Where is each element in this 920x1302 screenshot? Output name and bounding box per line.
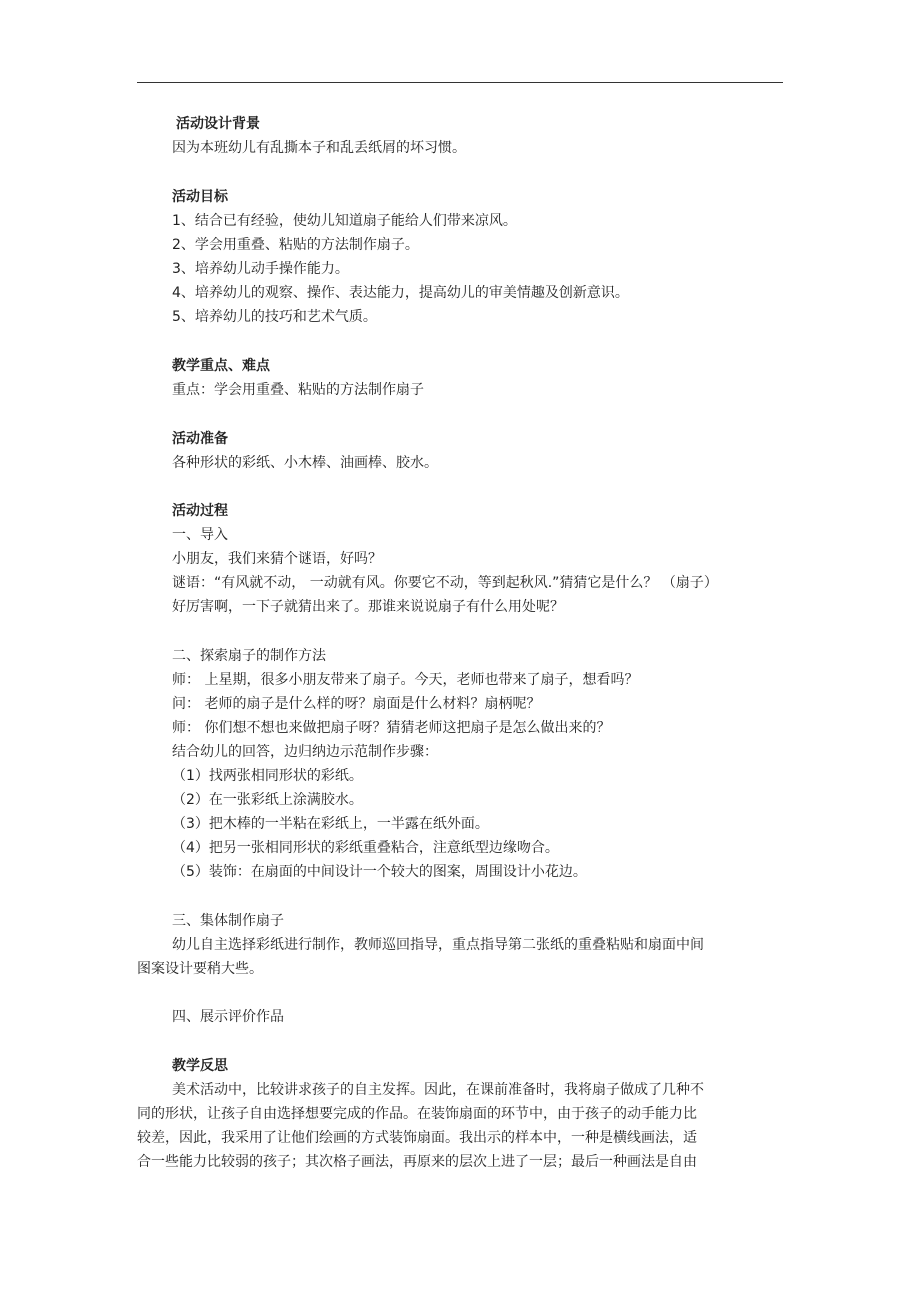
heading-reflection: 教学反思 <box>172 1058 228 1074</box>
goal-item: 5、培养幼儿的技巧和艺术气质。 <box>172 309 377 325</box>
prep-text: 各种形状的彩纸、小木棒、油画棒、胶水。 <box>172 455 438 471</box>
process-part1-line: 好厉害啊，一下子就猜出来了。那谁来说说扇子有什么用处呢？ <box>172 599 564 615</box>
reflection-line: 同的形状，让孩子自由选择想要完成的作品。在装饰扇面的环节中，由于孩子的动手能力比 <box>137 1106 697 1122</box>
reflection-line: 美术活动中，比较讲求孩子的自主发挥。因此，在课前准备时，我将扇子做成了几种不 <box>172 1082 704 1098</box>
process-part3-line: 图案设计要稍大些。 <box>137 961 263 977</box>
process-step: （5）装饰：在扇面的中间设计一个较大的图案，周围设计小花边。 <box>172 864 587 880</box>
process-part4-title: 四、展示评价作品 <box>172 1009 284 1025</box>
goal-item: 4、培养幼儿的观察、操作、表达能力，提高幼儿的审美情趣及创新意识。 <box>172 285 629 301</box>
process-part2-line: 问： 老师的扇子是什么样的呀？扇面是什么材料？扇柄呢？ <box>172 696 541 712</box>
heading-background: 活动设计背景 <box>176 116 260 132</box>
keypoints-text: 重点：学会用重叠、粘贴的方法制作扇子 <box>172 382 424 398</box>
process-part2-title: 二、探索扇子的制作方法 <box>172 648 326 664</box>
goal-item: 1、结合已有经验，使幼儿知道扇子能给人们带来凉风。 <box>172 213 517 229</box>
reflection-line: 较差，因此，我采用了让他们绘画的方式装饰扇面。我出示的样本中，一种是横线画法，适 <box>137 1130 697 1146</box>
heading-goals: 活动目标 <box>172 189 228 205</box>
process-step: （2）在一张彩纸上涂满胶水。 <box>172 792 363 808</box>
heading-keypoints: 教学重点、难点 <box>172 358 270 374</box>
process-part1-title: 一、导入 <box>172 527 228 543</box>
process-part2-line: 结合幼儿的回答，边归纳边示范制作步骤： <box>172 744 438 760</box>
process-part1-line: 谜语：“有风就不动， 一动就有风。你要它不动，等到起秋风.”猜猜它是什么？ （扇子） <box>172 575 718 591</box>
reflection-line: 合一些能力比较弱的孩子；其次格子画法，再原来的层次上进了一层；最后一种画法是自由 <box>137 1154 697 1170</box>
heading-process: 活动过程 <box>172 503 228 519</box>
process-part2-line: 师： 上星期，很多小朋友带来了扇子。今天，老师也带来了扇子，想看吗？ <box>172 672 639 688</box>
process-step: （3）把木棒的一半粘在彩纸上，一半露在纸外面。 <box>172 816 489 832</box>
header-rule <box>137 82 783 83</box>
goal-item: 2、学会用重叠、粘贴的方法制作扇子。 <box>172 237 419 253</box>
process-part1-line: 小朋友，我们来猜个谜语，好吗？ <box>172 551 382 567</box>
process-part3-line: 幼儿自主选择彩纸进行制作，教师巡回指导，重点指导第二张纸的重叠粘贴和扇面中间 <box>172 937 704 953</box>
process-step: （1）找两张相同形状的彩纸。 <box>172 768 363 784</box>
background-text: 因为本班幼儿有乱撕本子和乱丢纸屑的坏习惯。 <box>172 140 466 156</box>
process-part2-line: 师： 你们想不想也来做把扇子呀？猜猜老师这把扇子是怎么做出来的？ <box>172 720 611 736</box>
heading-prep: 活动准备 <box>172 431 228 447</box>
process-step: （4）把另一张相同形状的彩纸重叠粘合，注意纸型边缘吻合。 <box>172 840 559 856</box>
process-part3-title: 三、集体制作扇子 <box>172 913 284 929</box>
goal-item: 3、培养幼儿动手操作能力。 <box>172 261 349 277</box>
